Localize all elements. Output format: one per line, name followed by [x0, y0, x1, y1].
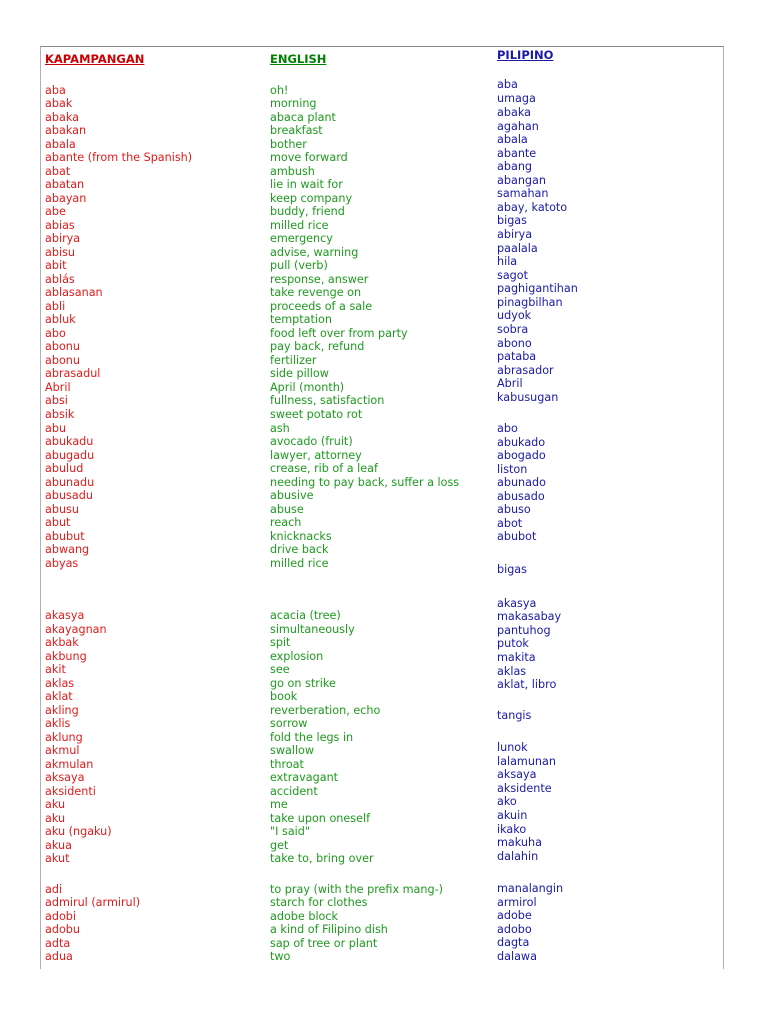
pilipino-entry: pantuhog — [497, 624, 551, 637]
english-entry: accident — [270, 785, 318, 798]
english-entry: abusive — [270, 489, 314, 502]
kapampangan-entry: abirya — [45, 232, 81, 245]
english-entry: morning — [270, 97, 317, 110]
kapampangan-entry: abonu — [45, 354, 80, 367]
kapampangan-entry: abante (from the Spanish) — [45, 151, 193, 164]
kapampangan-entry: akmulan — [45, 758, 94, 771]
english-entry: spit — [270, 636, 291, 649]
kapampangan-entry: abusadu — [45, 489, 93, 502]
english-entry: advise, warning — [270, 246, 359, 259]
kapampangan-entry: abukadu — [45, 435, 94, 448]
english-entry: to pray (with the prefix mang-) — [270, 883, 444, 896]
kapampangan-entry: aku (ngaku) — [45, 825, 112, 838]
pilipino-entry: abo — [497, 422, 518, 435]
kapampangan-entry: ablasanan — [45, 286, 103, 299]
kapampangan-entry: aksaya — [45, 771, 85, 784]
pilipino-entry: abunado — [497, 476, 546, 489]
kapampangan-entry: aku — [45, 798, 66, 811]
english-entry: lie in wait for — [270, 178, 343, 191]
english-entry: adobe block — [270, 910, 339, 923]
pilipino-entry: abot — [497, 517, 523, 530]
english-entry: acacia (tree) — [270, 609, 341, 622]
kapampangan-entry: adua — [45, 950, 73, 963]
kapampangan-entry: abit — [45, 259, 67, 272]
kapampangan-entry: aklas — [45, 677, 75, 690]
pilipino-entry: manalangin — [497, 882, 564, 895]
english-entry: sorrow — [270, 717, 308, 730]
english-entry: needing to pay back, suffer a loss — [270, 476, 460, 489]
pilipino-entry: dalawa — [497, 950, 537, 963]
english-entry: ash — [270, 422, 290, 435]
english-entry: crease, rib of a leaf — [270, 462, 378, 475]
english-entry: pay back, refund — [270, 340, 365, 353]
kapampangan-entry: abatan — [45, 178, 85, 191]
pilipino-entry: abante — [497, 147, 537, 160]
english-entry: knicknacks — [270, 530, 332, 543]
pilipino-entry: abaka — [497, 106, 531, 119]
english-entry: fullness, satisfaction — [270, 394, 385, 407]
kapampangan-entry: abu — [45, 422, 67, 435]
kapampangan-entry: aba — [45, 84, 66, 97]
pilipino-entry: aklat, libro — [497, 678, 557, 691]
kapampangan-entry: akit — [45, 663, 66, 676]
pilipino-entry: aksaya — [497, 768, 537, 781]
pilipino-entry: aklas — [497, 665, 527, 678]
english-entry: April (month) — [270, 381, 345, 394]
pilipino-entry: ako — [497, 795, 517, 808]
english-entry: abuse — [270, 503, 304, 516]
pilipino-entry: paghigantihan — [497, 282, 578, 295]
pilipino-entry: lalamunan — [497, 755, 556, 768]
pilipino-entry: abogado — [497, 449, 546, 462]
kapampangan-entry: aklat — [45, 690, 73, 703]
pilipino-entry: abrasador — [497, 364, 554, 377]
english-entry: explosion — [270, 650, 324, 663]
english-entry: food left over from party — [270, 327, 408, 340]
header-pilipino: PILIPINO — [497, 48, 554, 62]
kapampangan-entry: abulud — [45, 462, 84, 475]
english-entry: "I said" — [270, 825, 311, 838]
pilipino-entry: umaga — [497, 92, 536, 105]
pilipino-entry: samahan — [497, 187, 549, 200]
english-entry: book — [270, 690, 298, 703]
kapampangan-entry: abakan — [45, 124, 87, 137]
english-entry: buddy, friend — [270, 205, 345, 218]
english-entry: keep company — [270, 192, 353, 205]
english-entry: bother — [270, 138, 307, 151]
pilipino-entry: abirya — [497, 228, 533, 241]
pilipino-entry: makuha — [497, 836, 542, 849]
kapampangan-entry: aku — [45, 812, 66, 825]
table-frame — [40, 46, 724, 969]
pilipino-entry: bigas — [497, 214, 527, 227]
english-entry: throat — [270, 758, 304, 771]
pilipino-entry: makita — [497, 651, 536, 664]
pilipino-entry: hila — [497, 255, 518, 268]
pilipino-entry: armirol — [497, 896, 537, 909]
pilipino-entry: abono — [497, 337, 532, 350]
kapampangan-entry: abonu — [45, 340, 80, 353]
kapampangan-entry: akling — [45, 704, 79, 717]
kapampangan-entry: abut — [45, 516, 71, 529]
english-entry: reach — [270, 516, 302, 529]
pilipino-entry: abukado — [497, 436, 546, 449]
pilipino-entry: abusado — [497, 490, 545, 503]
english-entry: emergency — [270, 232, 333, 245]
pilipino-entry: abuso — [497, 503, 531, 516]
english-entry: pull (verb) — [270, 259, 328, 272]
english-entry: simultaneously — [270, 623, 355, 636]
kapampangan-entry: abisu — [45, 246, 75, 259]
kapampangan-entry: abunadu — [45, 476, 95, 489]
kapampangan-entry: aklung — [45, 731, 83, 744]
kapampangan-entry: aksidenti — [45, 785, 96, 798]
kapampangan-entry: adobi — [45, 910, 77, 923]
english-entry: two — [270, 950, 291, 963]
kapampangan-entry: adi — [45, 883, 63, 896]
kapampangan-entry: abo — [45, 327, 66, 340]
english-entry: get — [270, 839, 289, 852]
english-entry: fertilizer — [270, 354, 317, 367]
english-entry: take to, bring over — [270, 852, 374, 865]
pilipino-entry: putok — [497, 637, 529, 650]
pilipino-entry: udyok — [497, 309, 532, 322]
kapampangan-entry: absik — [45, 408, 75, 421]
kapampangan-entry: abli — [45, 300, 66, 313]
english-entry: response, answer — [270, 273, 369, 286]
kapampangan-entry: akmul — [45, 744, 80, 757]
kapampangan-entry: abat — [45, 165, 71, 178]
english-entry: swallow — [270, 744, 315, 757]
header-kapampangan: KAPAMPANGAN — [45, 52, 145, 66]
kapampangan-entry: akayagnan — [45, 623, 107, 636]
english-entry: abaca plant — [270, 111, 336, 124]
english-entry: side pillow — [270, 367, 329, 380]
english-entry: me — [270, 798, 288, 811]
kapampangan-entry: abusu — [45, 503, 79, 516]
kapampangan-entry: abak — [45, 97, 73, 110]
kapampangan-entry: abyas — [45, 557, 79, 570]
kapampangan-entry: abwang — [45, 543, 90, 556]
kapampangan-entry: abe — [45, 205, 66, 218]
kapampangan-entry: adta — [45, 937, 71, 950]
kapampangan-entry: abugadu — [45, 449, 95, 462]
pilipino-entry: adobo — [497, 923, 532, 936]
pilipino-entry: dagta — [497, 936, 530, 949]
english-entry: take upon oneself — [270, 812, 371, 825]
kapampangan-entry: ablás — [45, 273, 75, 286]
pilipino-entry: abay, katoto — [497, 201, 568, 214]
pilipino-entry: agahan — [497, 120, 539, 133]
english-entry: see — [270, 663, 290, 676]
english-entry: drive back — [270, 543, 329, 556]
kapampangan-entry: abala — [45, 138, 76, 151]
pilipino-entry: Abril — [497, 377, 523, 390]
pilipino-entry: dalahin — [497, 850, 539, 863]
pilipino-entry: abang — [497, 160, 533, 173]
kapampangan-entry: absi — [45, 394, 68, 407]
kapampangan-entry: abias — [45, 219, 75, 232]
pilipino-entry: tangis — [497, 709, 532, 722]
english-entry: oh! — [270, 84, 289, 97]
kapampangan-entry: admirul (armirul) — [45, 896, 141, 909]
pilipino-entry: adobe — [497, 909, 532, 922]
english-entry: starch for clothes — [270, 896, 368, 909]
kapampangan-entry: akua — [45, 839, 72, 852]
pilipino-entry: aba — [497, 78, 518, 91]
pilipino-entry: abubot — [497, 530, 537, 543]
english-entry: milled rice — [270, 557, 329, 570]
english-entry: avocado (fruit) — [270, 435, 353, 448]
english-entry: milled rice — [270, 219, 329, 232]
pilipino-entry: pataba — [497, 350, 537, 363]
pilipino-entry: sagot — [497, 269, 529, 282]
pilipino-entry: liston — [497, 463, 528, 476]
pilipino-entry: akuin — [497, 809, 528, 822]
pilipino-entry: paalala — [497, 242, 538, 255]
kapampangan-entry: abaka — [45, 111, 79, 124]
english-entry: go on strike — [270, 677, 336, 690]
english-entry: sap of tree or plant — [270, 937, 378, 950]
kapampangan-entry: akut — [45, 852, 70, 865]
pilipino-entry: pinagbilhan — [497, 296, 563, 309]
english-entry: move forward — [270, 151, 348, 164]
english-entry: extravagant — [270, 771, 339, 784]
pilipino-entry: ikako — [497, 823, 527, 836]
header-english: ENGLISH — [270, 52, 327, 66]
kapampangan-entry: Abril — [45, 381, 71, 394]
english-entry: temptation — [270, 313, 332, 326]
kapampangan-entry: abayan — [45, 192, 87, 205]
english-entry: lawyer, attorney — [270, 449, 362, 462]
pilipino-entry: sobra — [497, 323, 529, 336]
pilipino-entry: akasya — [497, 597, 537, 610]
kapampangan-entry: adobu — [45, 923, 80, 936]
english-entry: breakfast — [270, 124, 323, 137]
english-entry: a kind of Filipino dish — [270, 923, 388, 936]
kapampangan-entry: abrasadul — [45, 367, 101, 380]
pilipino-entry: bigas — [497, 563, 527, 576]
pilipino-entry: abala — [497, 133, 528, 146]
english-entry: ambush — [270, 165, 315, 178]
kapampangan-entry: abluk — [45, 313, 76, 326]
english-entry: take revenge on — [270, 286, 362, 299]
kapampangan-entry: aklis — [45, 717, 71, 730]
pilipino-entry: kabusugan — [497, 391, 559, 404]
english-entry: sweet potato rot — [270, 408, 363, 421]
english-entry: reverberation, echo — [270, 704, 381, 717]
pilipino-entry: abangan — [497, 174, 546, 187]
kapampangan-entry: abubut — [45, 530, 85, 543]
pilipino-entry: lunok — [497, 741, 528, 754]
kapampangan-entry: akasya — [45, 609, 85, 622]
english-entry: fold the legs in — [270, 731, 354, 744]
pilipino-entry: aksidente — [497, 782, 552, 795]
english-entry: proceeds of a sale — [270, 300, 373, 313]
kapampangan-entry: akbak — [45, 636, 79, 649]
pilipino-entry: makasabay — [497, 610, 562, 623]
kapampangan-entry: akbung — [45, 650, 87, 663]
